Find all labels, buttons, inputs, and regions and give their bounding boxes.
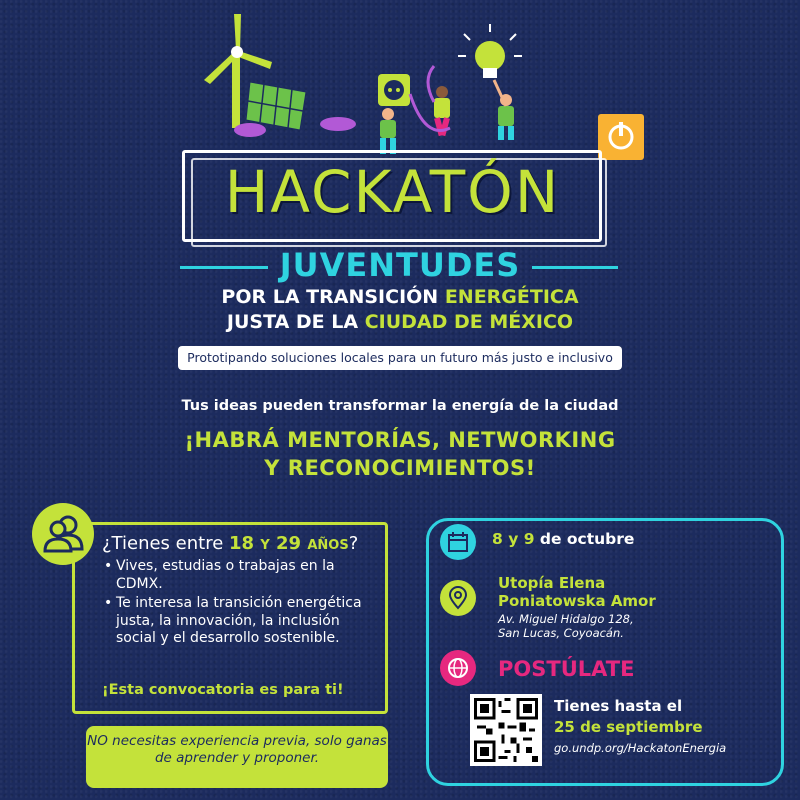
list-item: • Vives, estudias o trabajas en la CDMX. bbox=[104, 558, 374, 593]
divider-line bbox=[532, 266, 618, 269]
registration-link[interactable]: go.undp.org/HackatonEnergia bbox=[554, 741, 727, 755]
headline-line-1 bbox=[0, 286, 800, 308]
age-unit: años bbox=[301, 533, 349, 554]
date-text: y bbox=[502, 530, 524, 548]
people-icon bbox=[32, 503, 94, 565]
question-text: y bbox=[254, 533, 277, 554]
power-plug-icon bbox=[378, 74, 410, 106]
energy-illustration bbox=[190, 10, 650, 170]
page-title: HACKATÓN bbox=[224, 158, 561, 226]
headline-highlight: CIUDAD DE MÉXICO bbox=[364, 311, 574, 333]
subtitle-pill: Prototipando soluciones locales para un futuro más justo e inclusivo bbox=[178, 346, 622, 370]
headline-text: JUSTA DE LA bbox=[226, 311, 365, 333]
age-to bbox=[276, 533, 349, 554]
globe-icon bbox=[440, 650, 476, 686]
location-pin-icon bbox=[440, 580, 476, 616]
mentorias-line-2: Y RECONOCIMIENTOS! bbox=[264, 456, 536, 480]
mentorias-line-1: ¡HABRÁ MENTORÍAS, NETWORKING bbox=[184, 428, 616, 452]
qr-code[interactable] bbox=[470, 694, 542, 766]
headline-text: POR LA TRANSICIÓN bbox=[221, 286, 445, 308]
deadline-date: 25 de septiembre bbox=[554, 718, 703, 736]
solar-panel-icon bbox=[246, 82, 306, 130]
date-text: de octubre bbox=[534, 530, 635, 548]
divider-line bbox=[180, 266, 268, 269]
ideas-text: Tus ideas pueden transformar la energía de la ciudad bbox=[181, 398, 619, 414]
event-date bbox=[492, 530, 634, 548]
juventudes-heading: JUVENTUDES bbox=[279, 246, 521, 284]
power-icon bbox=[598, 114, 644, 160]
venue-line: Utopía Elena bbox=[498, 574, 606, 592]
calendar-icon bbox=[440, 524, 476, 560]
callout-text: ¡Esta convocatoria es para ti! bbox=[102, 682, 344, 698]
person-figure-icon bbox=[380, 108, 396, 154]
apply-cta[interactable]: POSTÚLATE bbox=[498, 657, 635, 681]
deadline-label: Tienes hasta el bbox=[554, 697, 683, 715]
age-number: 29 bbox=[276, 533, 302, 554]
question-text: ? bbox=[348, 533, 359, 554]
headline-highlight: ENERGÉTICA bbox=[444, 286, 579, 308]
no-experience-note: NO necesitas experiencia previa, solo ganas de aprender y proponer. bbox=[86, 726, 388, 788]
headline-line-2 bbox=[0, 311, 800, 333]
date-day: 8 bbox=[492, 530, 503, 548]
age-from: 18 bbox=[229, 533, 255, 554]
eligibility-list bbox=[104, 558, 374, 650]
venue-address bbox=[498, 612, 634, 640]
light-bulb-icon bbox=[458, 24, 522, 78]
age-question bbox=[102, 533, 358, 554]
address-line: San Lucas, Coyoacán. bbox=[498, 626, 624, 640]
venue-line: Poniatowska Amor bbox=[498, 592, 656, 610]
list-item: • Te interesa la transición energética justa, la innovación, la inclusión social y el desarrollo sostenible. bbox=[104, 595, 374, 648]
address-line: Av. Miguel Hidalgo 128, bbox=[498, 612, 634, 626]
person-figure-icon bbox=[428, 66, 450, 136]
person-figure-icon bbox=[494, 80, 514, 140]
venue-name bbox=[498, 574, 656, 610]
question-text: ¿Tienes entre bbox=[102, 533, 229, 554]
date-day: 9 bbox=[523, 530, 535, 548]
